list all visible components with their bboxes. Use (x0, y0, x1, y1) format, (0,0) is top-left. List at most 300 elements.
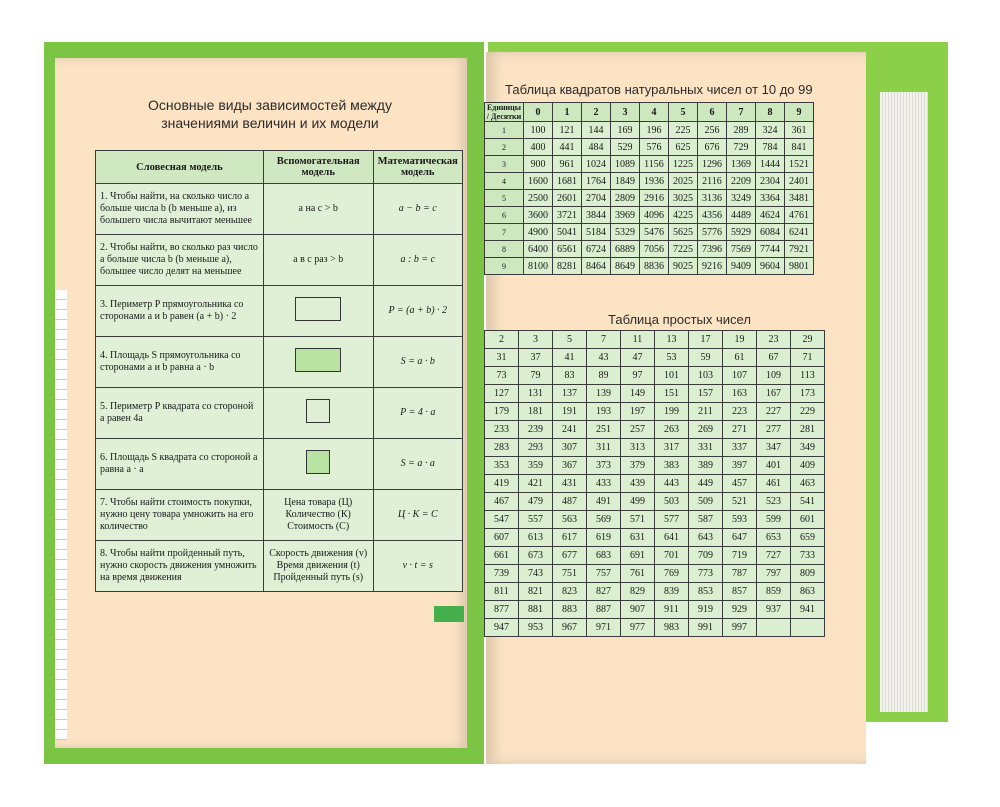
table-row (485, 583, 825, 601)
prime-value: 211 (689, 403, 723, 421)
prime-value: 337 (723, 439, 757, 457)
row-math: a : b = c (373, 235, 463, 286)
prime-value: 17 (689, 331, 723, 349)
prime-value: 661 (485, 547, 519, 565)
tens-header: 4 (485, 173, 524, 190)
square-value: 4624 (756, 207, 785, 224)
square-value: 2809 (611, 190, 640, 207)
square-value: 784 (756, 139, 785, 156)
prime-value: 317 (655, 439, 689, 457)
square-value: 5184 (582, 224, 611, 241)
prime-value: 83 (553, 367, 587, 385)
units-header: 2 (582, 103, 611, 122)
prime-value: 241 (553, 421, 587, 439)
prime-value: 457 (723, 475, 757, 493)
grid-paper-strip (55, 290, 67, 740)
square-value: 8649 (611, 258, 640, 275)
table-row (485, 349, 825, 367)
table-row (96, 541, 463, 592)
row-verbal: 2. Чтобы найти, во сколько раз число a больше числа b (b меньше a), большее число делят на меньшее (96, 235, 264, 286)
prime-value: 607 (485, 529, 519, 547)
square-value: 7056 (640, 241, 669, 258)
square-value: 9216 (698, 258, 727, 275)
prime-value: 653 (757, 529, 791, 547)
square-value: 8464 (582, 258, 611, 275)
square-value: 2916 (640, 190, 669, 207)
square-value: 2500 (524, 190, 553, 207)
prime-value: 277 (757, 421, 791, 439)
prime-value: 139 (587, 385, 621, 403)
prime-value: 13 (655, 331, 689, 349)
prime-value: 673 (519, 547, 553, 565)
row-math: S = a · b (373, 337, 463, 388)
tens-header: 8 (485, 241, 524, 258)
square-value: 3364 (756, 190, 785, 207)
prime-value: 757 (587, 565, 621, 583)
prime-value: 593 (723, 511, 757, 529)
table-row (485, 529, 825, 547)
prime-value: 641 (655, 529, 689, 547)
prime-value: 677 (553, 547, 587, 565)
square-value: 3721 (553, 207, 582, 224)
table-row (485, 331, 825, 349)
table-row (485, 565, 825, 583)
prime-value: 109 (757, 367, 791, 385)
prime-value: 631 (621, 529, 655, 547)
prime-value: 809 (791, 565, 825, 583)
square-value: 2025 (669, 173, 698, 190)
square-value: 1849 (611, 173, 640, 190)
prime-value: 127 (485, 385, 519, 403)
prime-value: 101 (655, 367, 689, 385)
units-header: 8 (756, 103, 785, 122)
prime-value: 487 (553, 493, 587, 511)
prime-value: 647 (723, 529, 757, 547)
prime-value: 283 (485, 439, 519, 457)
row-math: P = 4 · a (373, 388, 463, 439)
units-header: 1 (553, 103, 582, 122)
table-row (485, 547, 825, 565)
prime-value: 73 (485, 367, 519, 385)
square-value: 169 (611, 122, 640, 139)
row-math: v · t = s (373, 541, 463, 592)
units-header: 5 (669, 103, 698, 122)
prime-value: 613 (519, 529, 553, 547)
table-row (485, 241, 814, 258)
square-value: 441 (553, 139, 582, 156)
square-value: 1936 (640, 173, 669, 190)
square-value: 2209 (727, 173, 756, 190)
primes-title: Таблица простых чисел (608, 312, 751, 327)
prime-value: 827 (587, 583, 621, 601)
prime-value: 7 (587, 331, 621, 349)
prime-value: 409 (791, 457, 825, 475)
squares-table (484, 102, 814, 275)
tens-header: 9 (485, 258, 524, 275)
row-aux: a на c > b (263, 184, 373, 235)
square-value: 4900 (524, 224, 553, 241)
prime-value: 43 (587, 349, 621, 367)
prime-value: 271 (723, 421, 757, 439)
prime-value: 439 (621, 475, 655, 493)
square-value: 3844 (582, 207, 611, 224)
prime-value: 431 (553, 475, 587, 493)
table-row (485, 258, 814, 275)
prime-value: 619 (587, 529, 621, 547)
prime-value: 919 (689, 601, 723, 619)
square-value: 2304 (756, 173, 785, 190)
row-verbal: 5. Периметр P квадрата со стороной a равен 4a (96, 388, 264, 439)
square-value: 2601 (553, 190, 582, 207)
prime-value: 563 (553, 511, 587, 529)
square-value: 484 (582, 139, 611, 156)
squares-title: Таблица квадратов натуральных чисел от 10 до 99 (505, 82, 813, 97)
prime-value: 419 (485, 475, 519, 493)
square-value: 1369 (727, 156, 756, 173)
prime-value: 257 (621, 421, 655, 439)
square-value: 3025 (669, 190, 698, 207)
square-value: 9604 (756, 258, 785, 275)
table-row (485, 156, 814, 173)
bookmark-tab (434, 606, 464, 622)
prime-value: 367 (553, 457, 587, 475)
square-value: 1521 (785, 156, 814, 173)
square-value: 6400 (524, 241, 553, 258)
square-value: 121 (553, 122, 582, 139)
square-value: 6724 (582, 241, 611, 258)
table-row (96, 439, 463, 490)
prime-value: 571 (621, 511, 655, 529)
prime-value: 227 (757, 403, 791, 421)
prime-value: 991 (689, 619, 723, 637)
prime-value: 479 (519, 493, 553, 511)
prime-value: 199 (655, 403, 689, 421)
prime-value: 281 (791, 421, 825, 439)
prime-value: 137 (553, 385, 587, 403)
prime-value: 41 (553, 349, 587, 367)
prime-value: 131 (519, 385, 553, 403)
tens-header: 5 (485, 190, 524, 207)
square-value: 3600 (524, 207, 553, 224)
square-value: 8281 (553, 258, 582, 275)
square-value: 900 (524, 156, 553, 173)
prime-value: 751 (553, 565, 587, 583)
table-row (485, 403, 825, 421)
prime-value: 157 (689, 385, 723, 403)
table-row (96, 388, 463, 439)
square-value: 3481 (785, 190, 814, 207)
prime-value: 379 (621, 457, 655, 475)
prime-value: 499 (621, 493, 655, 511)
row-math: Ц · К = С (373, 490, 463, 541)
units-header: 7 (727, 103, 756, 122)
units-header: 9 (785, 103, 814, 122)
square-value: 3136 (698, 190, 727, 207)
prime-value: 997 (723, 619, 757, 637)
prime-value: 521 (723, 493, 757, 511)
prime-value: 643 (689, 529, 723, 547)
filled-rectangle-diagram (263, 337, 373, 388)
square-value: 361 (785, 122, 814, 139)
square-value: 2704 (582, 190, 611, 207)
tens-header: 3 (485, 156, 524, 173)
square-value: 9801 (785, 258, 814, 275)
prime-value: 683 (587, 547, 621, 565)
prime-value: 503 (655, 493, 689, 511)
square-value: 256 (698, 122, 727, 139)
row-verbal: 3. Периметр P прямоугольника со сторонами a и b равен (a + b) · 2 (96, 286, 264, 337)
prime-value: 47 (621, 349, 655, 367)
prime-value: 191 (553, 403, 587, 421)
prime-value: 599 (757, 511, 791, 529)
prime-value: 263 (655, 421, 689, 439)
prime-value: 383 (655, 457, 689, 475)
prime-value: 709 (689, 547, 723, 565)
prime-value: 149 (621, 385, 655, 403)
prime-value: 947 (485, 619, 519, 637)
prime-value: 761 (621, 565, 655, 583)
units-header: 0 (524, 103, 553, 122)
prime-value: 389 (689, 457, 723, 475)
square-value: 196 (640, 122, 669, 139)
square-value: 529 (611, 139, 640, 156)
prime-value: 331 (689, 439, 723, 457)
square-value: 1600 (524, 173, 553, 190)
table-row (485, 385, 825, 403)
square-value: 6889 (611, 241, 640, 258)
prime-value: 547 (485, 511, 519, 529)
square-value: 1296 (698, 156, 727, 173)
table-row (485, 457, 825, 475)
table-row (485, 224, 814, 241)
prime-value: 907 (621, 601, 655, 619)
square-value: 400 (524, 139, 553, 156)
square-value: 6241 (785, 224, 814, 241)
prime-value: 941 (791, 601, 825, 619)
square-value: 5776 (698, 224, 727, 241)
prime-value: 197 (621, 403, 655, 421)
row-verbal: 8. Чтобы найти пройденный путь, нужно скорость движения умножить на время движения (96, 541, 264, 592)
prime-value: 229 (791, 403, 825, 421)
prime-value: 349 (791, 439, 825, 457)
square-value: 1764 (582, 173, 611, 190)
prime-value: 727 (757, 547, 791, 565)
square-value: 5476 (640, 224, 669, 241)
prime-value: 463 (791, 475, 825, 493)
units-header: 4 (640, 103, 669, 122)
table-row (485, 493, 825, 511)
square-diagram (263, 388, 373, 439)
prime-value: 773 (689, 565, 723, 583)
col-math: Математическая модель (373, 151, 463, 184)
prime-value: 659 (791, 529, 825, 547)
row-verbal: 4. Площадь S прямоугольника со сторонами a и b равна a · b (96, 337, 264, 388)
square-value: 8100 (524, 258, 553, 275)
prime-value: 59 (689, 349, 723, 367)
row-verbal: 6. Площадь S квадрата со стороной a равна a · a (96, 439, 264, 490)
prime-value: 61 (723, 349, 757, 367)
prime-value: 223 (723, 403, 757, 421)
prime-value: 509 (689, 493, 723, 511)
prime-value: 19 (723, 331, 757, 349)
prime-value: 359 (519, 457, 553, 475)
prime-value: 971 (587, 619, 621, 637)
square-value: 2116 (698, 173, 727, 190)
prime-value: 269 (689, 421, 723, 439)
page-edges (880, 92, 928, 712)
square-value: 7921 (785, 241, 814, 258)
prime-value: 67 (757, 349, 791, 367)
prime-value: 569 (587, 511, 621, 529)
tens-header: 2 (485, 139, 524, 156)
prime-value: 311 (587, 439, 621, 457)
prime-value: 107 (723, 367, 757, 385)
prime-value: 11 (621, 331, 655, 349)
square-value: 1225 (669, 156, 698, 173)
square-value: 1444 (756, 156, 785, 173)
prime-value: 251 (587, 421, 621, 439)
table-row (485, 173, 814, 190)
square-value: 7744 (756, 241, 785, 258)
table-row (485, 122, 814, 139)
table-row (485, 439, 825, 457)
prime-value: 193 (587, 403, 621, 421)
prime-value: 887 (587, 601, 621, 619)
row-verbal: 1. Чтобы найти, на сколько число a больше числа b (b меньше a), из большего числа вычитают меньшее (96, 184, 264, 235)
prime-value: 181 (519, 403, 553, 421)
table-row (96, 184, 463, 235)
prime-value: 541 (791, 493, 825, 511)
prime-value: 353 (485, 457, 519, 475)
prime-value: 617 (553, 529, 587, 547)
square-value: 5625 (669, 224, 698, 241)
prime-value: 31 (485, 349, 519, 367)
prime-value: 953 (519, 619, 553, 637)
square-value: 6561 (553, 241, 582, 258)
prime-value: 29 (791, 331, 825, 349)
table-row (485, 511, 825, 529)
prime-value: 5 (553, 331, 587, 349)
prime-value: 401 (757, 457, 791, 475)
prime-value: 797 (757, 565, 791, 583)
square-value: 5929 (727, 224, 756, 241)
table-row (485, 421, 825, 439)
prime-value: 787 (723, 565, 757, 583)
square-value: 4356 (698, 207, 727, 224)
row-math: S = a · a (373, 439, 463, 490)
prime-value: 173 (791, 385, 825, 403)
square-value: 6084 (756, 224, 785, 241)
prime-value: 743 (519, 565, 553, 583)
prime-value: 461 (757, 475, 791, 493)
table-row (485, 601, 825, 619)
table-row (485, 139, 814, 156)
tens-header: 1 (485, 122, 524, 139)
table-row (485, 619, 825, 637)
prime-value: 79 (519, 367, 553, 385)
square-value: 4489 (727, 207, 756, 224)
square-value: 7396 (698, 241, 727, 258)
square-value: 3969 (611, 207, 640, 224)
row-verbal: 7. Чтобы найти стоимость покупки, нужно цену товара умножить на его количество (96, 490, 264, 541)
row-aux: a в c раз > b (263, 235, 373, 286)
table-row (96, 235, 463, 286)
table-row (96, 490, 463, 541)
units-header: 6 (698, 103, 727, 122)
prime-value: 397 (723, 457, 757, 475)
prime-value: 293 (519, 439, 553, 457)
prime-value: 857 (723, 583, 757, 601)
prime-value: 821 (519, 583, 553, 601)
dependencies-table (95, 150, 463, 592)
square-value: 289 (727, 122, 756, 139)
square-value: 7569 (727, 241, 756, 258)
square-value: 9409 (727, 258, 756, 275)
square-value: 1089 (611, 156, 640, 173)
table-row (96, 337, 463, 388)
table-row (485, 207, 814, 224)
square-value: 1024 (582, 156, 611, 173)
col-aux: Вспомогательная модель (263, 151, 373, 184)
prime-value: 151 (655, 385, 689, 403)
square-value: 1681 (553, 173, 582, 190)
square-value: 841 (785, 139, 814, 156)
square-value: 4096 (640, 207, 669, 224)
prime-value: 2 (485, 331, 519, 349)
square-value: 4225 (669, 207, 698, 224)
square-value: 625 (669, 139, 698, 156)
square-value: 676 (698, 139, 727, 156)
prime-value: 883 (553, 601, 587, 619)
prime-value: 739 (485, 565, 519, 583)
prime-value: 37 (519, 349, 553, 367)
table-row (485, 190, 814, 207)
square-value: 5041 (553, 224, 582, 241)
square-value: 5329 (611, 224, 640, 241)
row-aux: Скорость движения (v) Время движения (t) Пройденный путь (s) (263, 541, 373, 592)
prime-value: 701 (655, 547, 689, 565)
row-math: P = (a + b) · 2 (373, 286, 463, 337)
dependencies-title: Основные виды зависимостей между значениями величин и их модели (148, 97, 392, 131)
prime-value: 103 (689, 367, 723, 385)
corner-label: Единицы / Десятки (485, 103, 524, 122)
row-math: a − b = c (373, 184, 463, 235)
tens-header: 7 (485, 224, 524, 241)
prime-value: 449 (689, 475, 723, 493)
square-value: 4761 (785, 207, 814, 224)
prime-value: 733 (791, 547, 825, 565)
col-verbal: Словесная модель (96, 151, 264, 184)
table-row (96, 286, 463, 337)
prime-value: 443 (655, 475, 689, 493)
square-value: 225 (669, 122, 698, 139)
prime-value: 3 (519, 331, 553, 349)
prime-value: 983 (655, 619, 689, 637)
square-value: 3249 (727, 190, 756, 207)
square-value: 576 (640, 139, 669, 156)
prime-value: 163 (723, 385, 757, 403)
prime-value: 691 (621, 547, 655, 565)
prime-value: 373 (587, 457, 621, 475)
prime-value: 313 (621, 439, 655, 457)
prime-value: 769 (655, 565, 689, 583)
prime-value: 179 (485, 403, 519, 421)
prime-value: 823 (553, 583, 587, 601)
prime-value: 829 (621, 583, 655, 601)
prime-value: 307 (553, 439, 587, 457)
prime-value: 97 (621, 367, 655, 385)
prime-value: 853 (689, 583, 723, 601)
